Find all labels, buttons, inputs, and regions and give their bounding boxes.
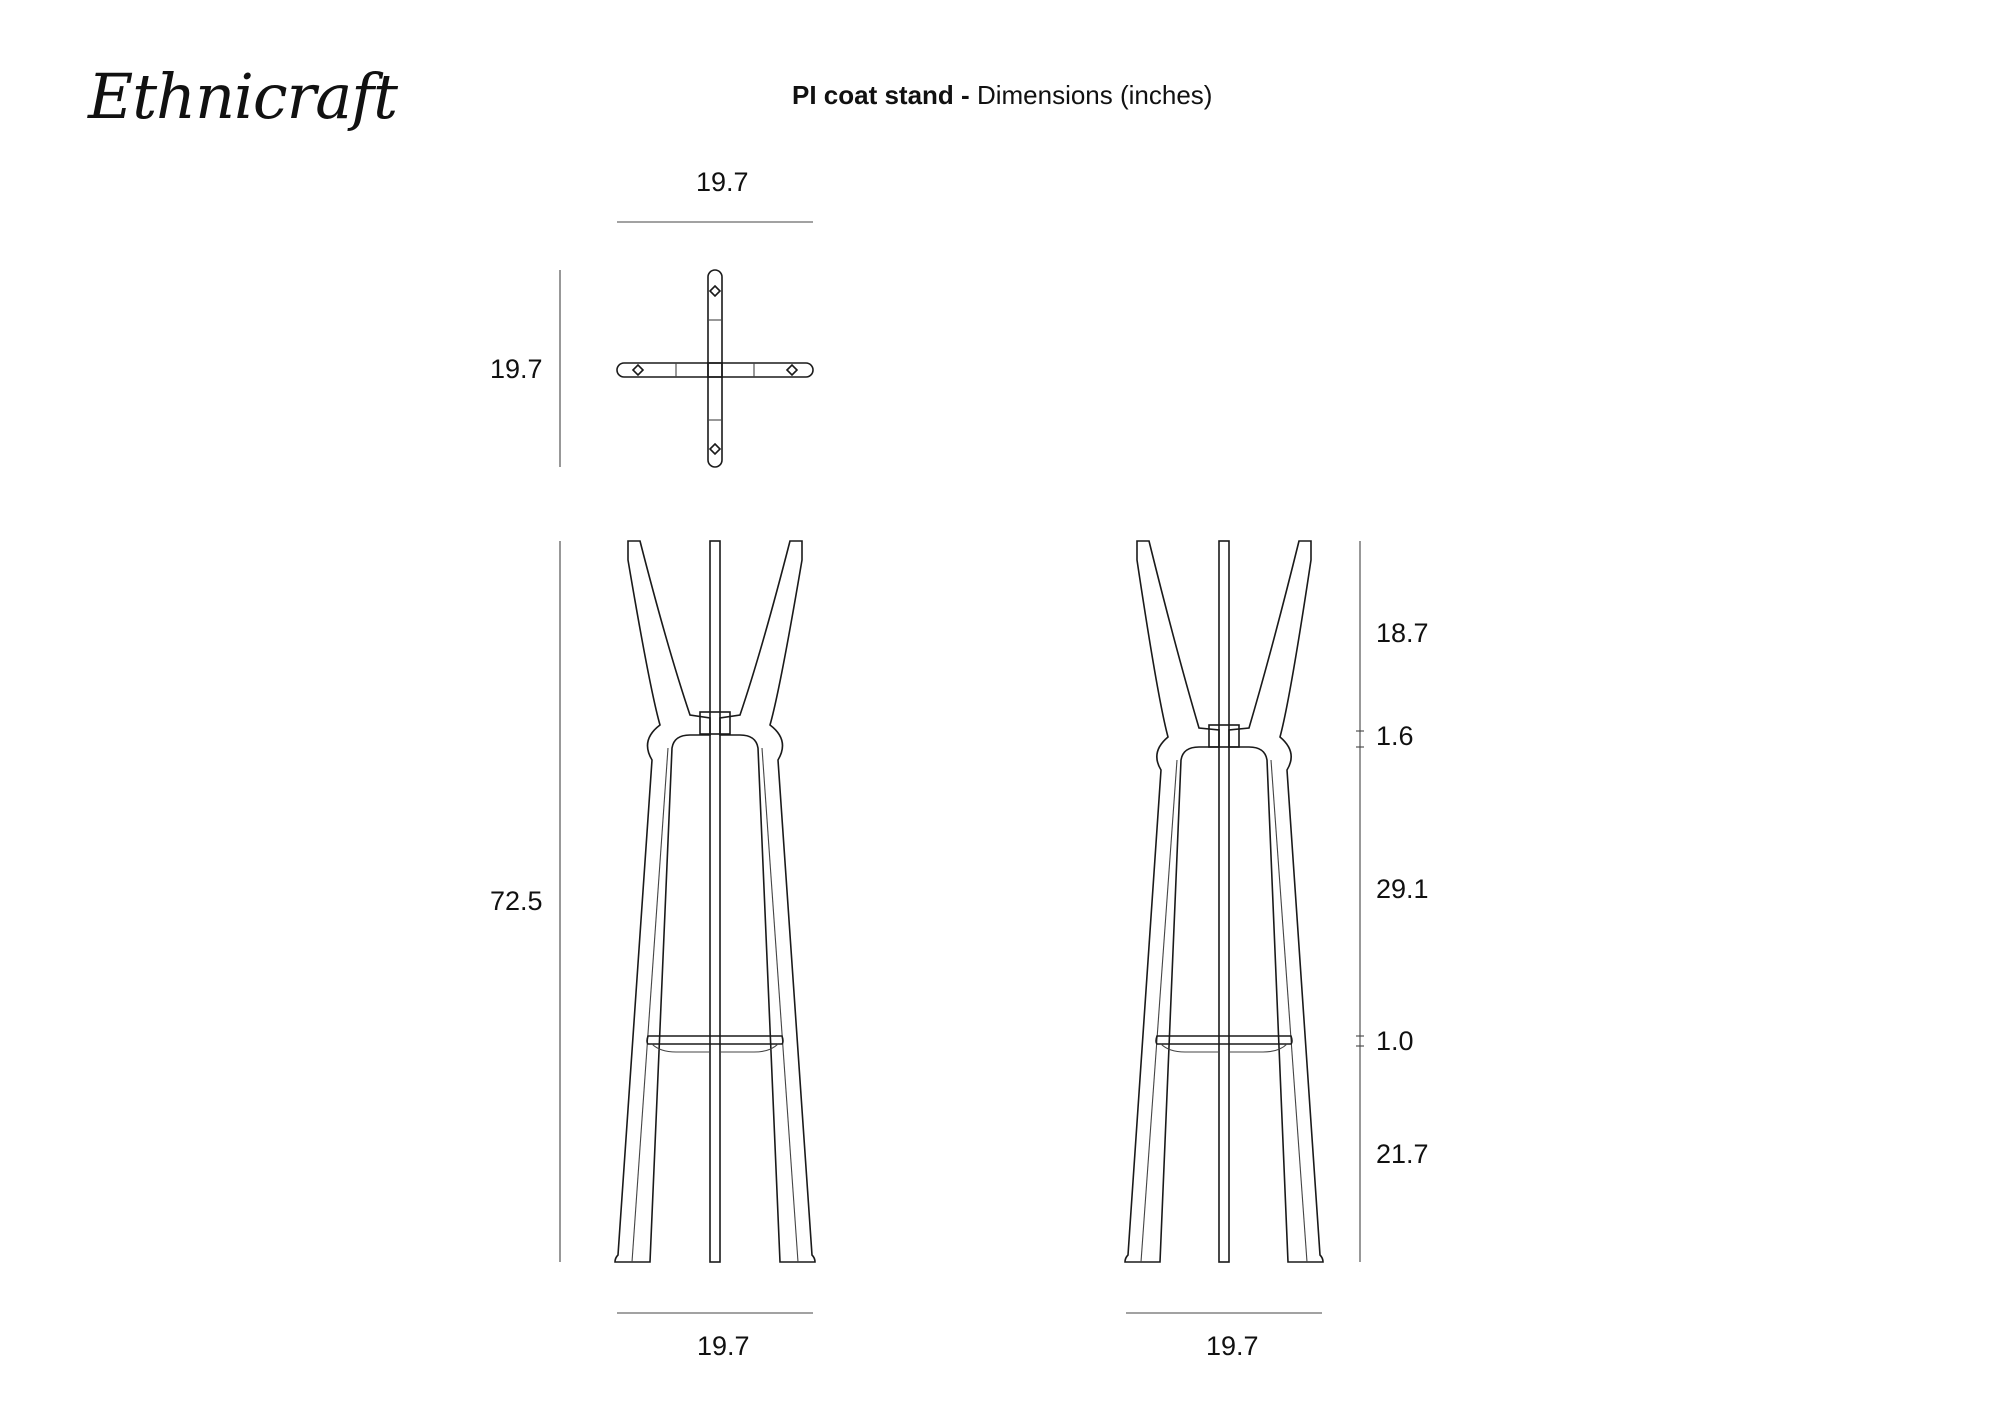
side-view xyxy=(1125,541,1364,1313)
side-joint-block xyxy=(1209,725,1239,747)
side-base-width-label: 19.7 xyxy=(1206,1331,1259,1361)
ethnicraft-logo: Ethnicraft xyxy=(88,60,398,133)
front-center-pole xyxy=(710,541,720,1262)
front-view xyxy=(560,541,815,1313)
front-base-width-label: 19.7 xyxy=(697,1331,750,1361)
side-segment-label-1: 18.7 xyxy=(1376,618,1429,648)
side-segment-label-4: 1.0 xyxy=(1376,1026,1414,1056)
top-view-center-pole xyxy=(708,363,722,377)
top-view xyxy=(560,222,813,467)
side-segment-label-3: 29.1 xyxy=(1376,874,1429,904)
top-view-vertical-arm xyxy=(708,270,722,467)
top-view-hook-right xyxy=(787,365,797,375)
front-footrest-ring xyxy=(647,1036,783,1044)
front-left-upper-arm xyxy=(615,541,710,1262)
front-joint-block xyxy=(700,712,730,734)
side-footrest-ring xyxy=(1156,1036,1292,1044)
top-depth-label: 19.7 xyxy=(490,354,543,384)
top-view-hook-bottom xyxy=(710,444,720,454)
side-segment-label-5: 21.7 xyxy=(1376,1139,1429,1169)
product-name: PI coat stand xyxy=(792,80,954,110)
front-height-label: 72.5 xyxy=(490,886,543,916)
top-view-hook-left xyxy=(633,365,643,375)
side-left-arm xyxy=(1125,541,1219,1262)
top-view-hook-top xyxy=(710,286,720,296)
side-segment-label-2: 1.6 xyxy=(1376,721,1414,751)
title-subtitle: Dimensions (inches) xyxy=(976,80,1213,110)
side-center-pole xyxy=(1219,541,1229,1262)
top-view-horizontal-arm xyxy=(617,363,813,377)
front-right-upper-arm xyxy=(720,541,815,1262)
side-right-arm xyxy=(1229,541,1323,1262)
title-separator: - xyxy=(953,80,977,110)
top-width-label: 19.7 xyxy=(696,167,749,197)
